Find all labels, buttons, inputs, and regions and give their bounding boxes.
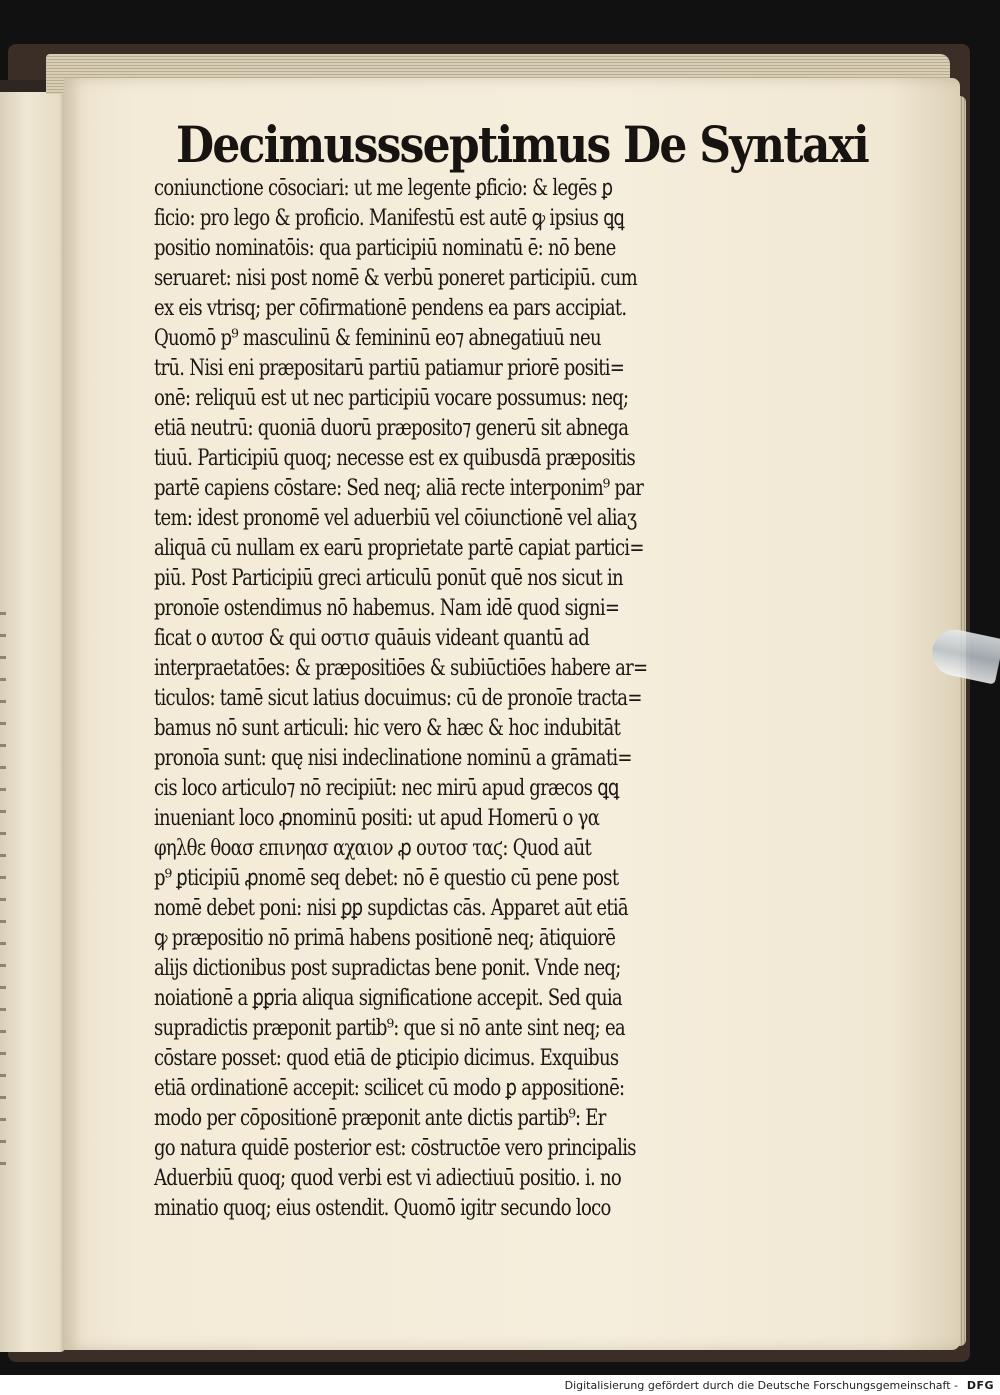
text-line: ꝙ præpositio nō primā habens positionē neq; ātiquiorē	[154, 926, 616, 951]
text-line: onē: reliquū est ut nec participiū vocare possumus: neq;	[154, 386, 629, 411]
text-line: etiā ordinationē accepit: scilicet cū modo ꝑ appositionē:	[154, 1076, 625, 1101]
text-line: ficat ο αυτοσ & qui οστισ quāuis videant quantū ad	[154, 626, 590, 651]
left-page	[0, 92, 66, 1352]
funding-credit: Digitalisierung gefördert durch die Deutsche Forschungsgemeinschaft -	[564, 1379, 958, 1392]
text-line: cōstare posset: quod etiā de ꝑticipio dicimus. Exquibus	[154, 1046, 619, 1071]
dfg-logo: DFG	[966, 1379, 994, 1392]
text-line: supradictis præponit partib⁹: que si nō ante sint neq; ea	[154, 1016, 625, 1041]
text-line: aliquā cū nullam ex earū proprietate partē capiat partici=	[154, 536, 644, 561]
text-line: pronoīe ostendimus nō habemus. Nam idē quod signi=	[154, 596, 620, 621]
text-line: p⁹ ꝑticipiū ꝓnomē seq debet: nō ē questio cū pene post	[154, 866, 619, 891]
text-line: Quomō p⁹ masculinū & femininū eo⁊ abnegatiuū neu	[154, 326, 601, 351]
text-line: ficio: pro lego & proficio. Manifestū est autē ꝙ ipsius ꝗꝗ	[154, 206, 624, 231]
text-line: ticulos: tamē sicut latius docuimus: cū de pronoīe tracta=	[154, 686, 642, 711]
text-line: interpraetatōes: & præpositiōes & subiūctiōes habere ar=	[154, 656, 648, 681]
text-line: Aduerbiū quoq; quod verbi est vi adiectiuū positio. i. no	[154, 1166, 621, 1191]
left-page-text-edge	[0, 612, 6, 1172]
text-line: bamus nō sunt articuli: hic vero & hæc & hoc indubitāt	[154, 716, 621, 741]
text-line: noiationē a ꝑꝑria aliqua significatione accepit. Sed quia	[154, 986, 622, 1011]
text-line: φηλθε θοασ επινηασ αχαιον ꝓ ουτοσ ταϛ: Quod aūt	[154, 836, 591, 861]
text-line: pronoīa sunt: quę nisi indeclinatione nominū a grāmati=	[154, 746, 632, 771]
text-line: modo per cōpositionē præponit ante dictis partib⁹: Er	[154, 1106, 606, 1131]
text-line: inueniant loco ꝓnominū positi: ut apud Homerū ο γα	[154, 806, 600, 831]
text-line: ex eis vtrisq; per cōfirmationē pendens ea pars accipiat.	[154, 296, 627, 321]
text-line: seruaret: nisi post nomē & verbū poneret participiū. cum	[154, 266, 637, 291]
text-line: tem: idest pronomē vel aduerbiū vel cōiunctionē vel aliaʒ	[154, 506, 637, 531]
text-line: etiā neutrū: quoniā duorū præposito⁊ generū sit abnega	[154, 416, 629, 441]
text-line: cis loco articulo⁊ nō recipiūt: nec mirū apud græcos ꝗꝗ	[154, 776, 619, 801]
text-line: trū. Nisi eni præpositarū partiū patiamur priorē positi=	[154, 356, 625, 381]
text-line: coniunctione cōsociari: ut me legente ꝑficio: & legēs ꝑ	[154, 176, 613, 201]
text-line: piū. Post Participiū greci articulū ponūt quē nos sicut in	[154, 566, 623, 591]
text-line: positio nominatōis: qua participiū nominatū ē: nō bene	[154, 236, 616, 261]
text-line: alijs dictionibus post supradictas bene ponit. Vnde neq;	[154, 956, 621, 981]
page-heading: Decimussseptimus De Syntaxi	[176, 115, 869, 174]
text-line: tiuū. Participiū quoq; necesse est ex quibusdā præpositis	[154, 446, 636, 471]
text-line: nomē debet poni: nisi ꝑꝑ supdictas cās. Apparet aūt etiā	[154, 896, 628, 921]
text-block	[154, 174, 724, 1224]
text-line: minatio quoq; eius ostendit. Quomō igitr secundo loco	[154, 1196, 611, 1221]
text-line: go natura quidē posterior est: cōstructōe vero principalis	[154, 1136, 636, 1161]
text-line: partē capiens cōstare: Sed neq; aliā recte interponim⁹ par	[154, 476, 644, 501]
